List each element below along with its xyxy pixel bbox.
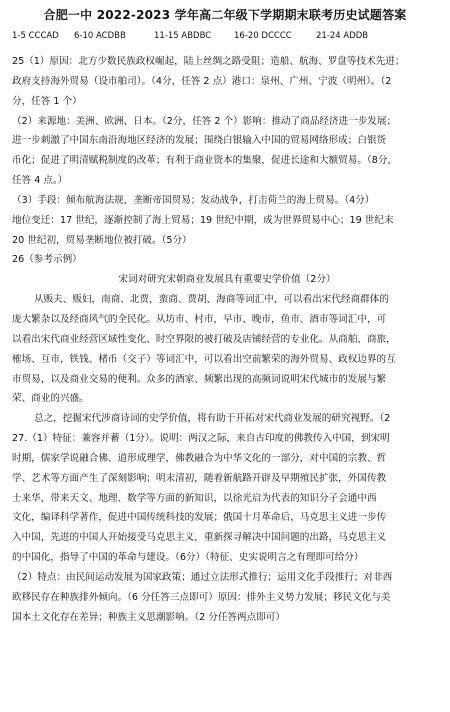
answer-text-line: 荣、商业的兴盛。	[12, 393, 89, 405]
answer-text-line: （2）特点：由民间运动发展为国家政策；通过立法形式推行；运用文化手段推行；对非西	[12, 571, 393, 583]
answer-group: 21-24 ADDB	[316, 31, 369, 41]
answer-text-line: 27.（1）特征：兼容并蓄（1分）。说明：两汉之际，来自古印度的佛教传入中国，到宋明	[12, 433, 390, 445]
answer-text-line: 时期，儒家学说融合佛、道形成理学，佛教融合为中华文化的一部分，对中国的宗教、哲	[12, 452, 387, 464]
answer-text-line: 政府支持海外贸易（设市舶司）。（4分，任答 2 点）港口：泉州、广州、宁波（明州）。（2	[12, 75, 392, 87]
answer-text-line: 从贩夫、贩妇，南商、北贾，蛮商、贾胡、海商等词汇中，可以看出宋代经商群体的	[34, 294, 389, 306]
answer-group: 16-20 DCCCC	[234, 31, 292, 41]
answer-text-line: 币化；促进了明清赋税制度的改革；有利于商业资本的集聚，促进长途和大额贸易。（8分，	[12, 155, 398, 167]
answer-text-line: 地位变迁：17 世纪，逐渐控制了海上贸易；19 世纪中期，成为世界贸易中心；19 世纪末	[12, 214, 394, 226]
answer-text-line: 文化，编译科学著作，促进中国传统科技的发展；俄国十月革命后，马克思主义进一步传	[12, 512, 387, 524]
answer-text-line: 总之，挖掘宋代涉商诗词的史学价值，将有助于开拓对宋代商业发展的研究视野。（2	[34, 413, 391, 425]
answer-text-line: 庞大繁杂以及经商风气的全民化。从坊市、村市，早市、晚市，鱼市、酒市等词汇中，可	[12, 313, 387, 325]
answer-body	[12, 52, 442, 627]
answer-text-line: 欧移民存在种族排外倾向。（6 分任答三点即可）原因：排外主义势力发展；移民文化与美	[12, 591, 391, 603]
answer-text-line: 国本土文化存在差异；种族主义思潮影响。（2 分任答两点即可）	[12, 611, 285, 623]
page-title: 合肥一中 2022-2023 学年高二年级下学期期末联考历史试题答案	[43, 8, 407, 22]
answer-text-line: 以看出宋代商业经营区域性变化、时空界限的被打破及店铺经营的专业化。从商舶、商旅，	[12, 333, 396, 345]
answer-text-line: 26（参考示例）	[12, 254, 82, 266]
answer-text-line: 分，任答 1 个）	[12, 95, 82, 107]
answer-text-line: 20 世纪初，贸易垄断地位被打破。（5分）	[12, 234, 192, 246]
essay-heading: 宋词对研究宋朝商业发展具有重要史学价值（2分）	[118, 274, 336, 286]
multiple-choice-answers	[12, 31, 442, 41]
answer-text-line: 任答 4 点。）	[12, 175, 68, 187]
answer-group: 11-15 ABDBC	[154, 31, 212, 41]
answer-text-line: 进一步刺激了中国东南沿海地区经济的发展；围绕白银输入中国的贸易网络形成；白银货	[12, 135, 387, 147]
answer-text-line: 的中国化，指导了中国的革命与建设。（6分）（特征、史实说明言之有理即可给分）	[12, 552, 364, 564]
answer-group: 1-5 CCCAD	[12, 31, 59, 41]
answer-text-line: （3）手段：倾布航海法规，垄断帝国贸易；发动战争，打击荷兰的海上贸易。（4分）	[12, 194, 375, 206]
answer-text-line: 市贸易，以及商业交易的便利。众多的酒家、频繁出现的高频词说明宋代城市的发展与繁	[12, 373, 387, 385]
answer-text-line: （2）来源地：美洲、欧洲、日本。（2分，任答 2 个）影响：推动了商品经济进一步发展；	[12, 115, 397, 127]
answer-text-line: 入中国，先进的中国人开始接受马克思主义，重新探寻解决中国问题的出路，马克思主义	[12, 532, 387, 544]
answer-text-line: 25（1）原因：北方少数民族政权崛起，陆上丝绸之路受阻；造船、航海、罗盘等技术先进；	[12, 56, 405, 67]
answer-text-line: 学、艺术等方面产生了深刻影响；明末清初，随着新航路开辟及早期殖民扩张，外国传教	[12, 472, 387, 484]
answer-text-line: 榷场、互市，铁钱、楮币（交子）等词汇中，可以看出空前繁荣的海外贸易、政权边界的互	[12, 353, 396, 365]
answer-text-line: 士来华，带来天文、地理、数学等方面的新知识，以徐光启为代表的知识分子会通中西	[12, 492, 377, 504]
answer-group: 6-10 ACDBB	[74, 31, 126, 41]
